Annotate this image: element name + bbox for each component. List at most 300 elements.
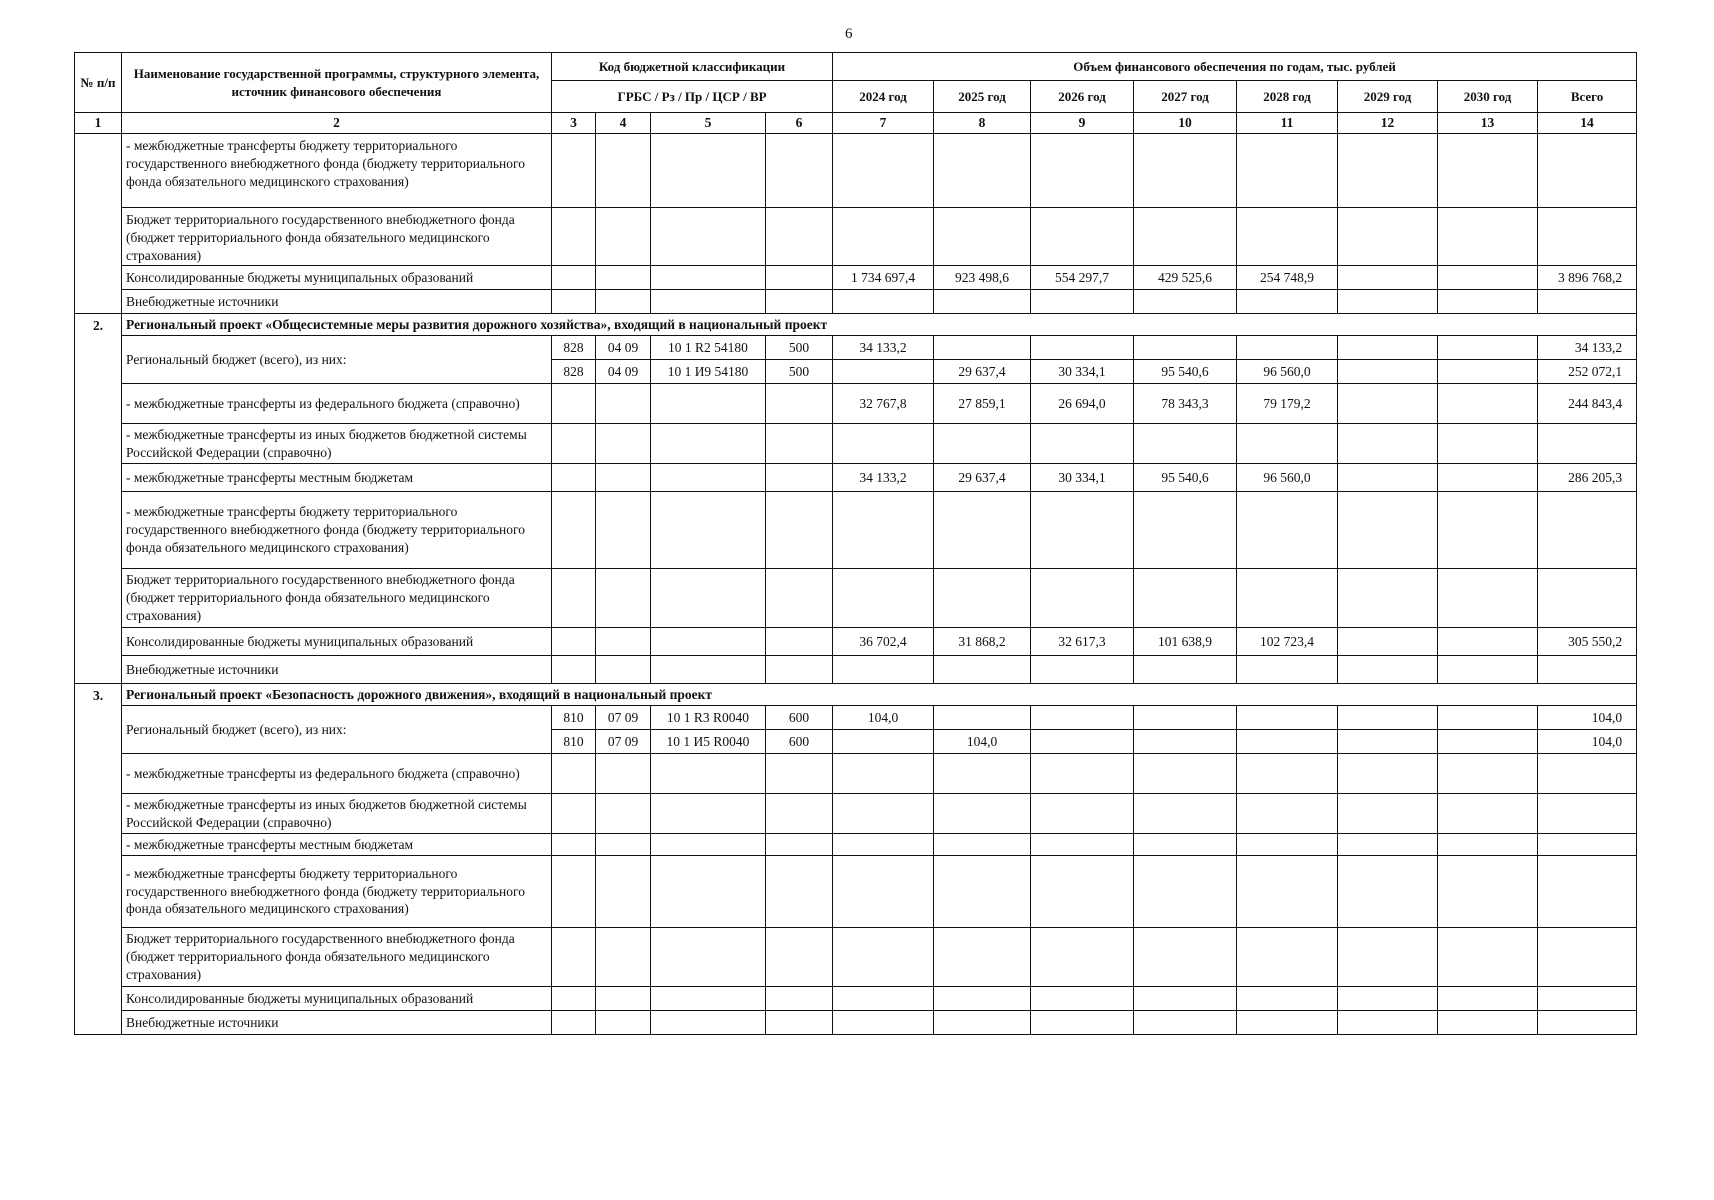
csr-cell: 10 1 R2 54180 — [651, 336, 766, 360]
value-cell — [1438, 569, 1538, 628]
value-cell — [1134, 730, 1237, 754]
value-cell — [1031, 987, 1134, 1011]
regional-budget-label: Региональный бюджет (всего), из них: — [122, 706, 552, 754]
code-cell — [596, 754, 651, 794]
row-name: - межбюджетные трансферты из иных бюджетов бюджетной системы Российской Федерации (справочно) — [122, 424, 552, 464]
value-cell — [934, 794, 1031, 834]
value-cell — [1438, 424, 1538, 464]
table-row — [75, 856, 1637, 928]
value-cell — [1237, 856, 1338, 928]
row-name: Консолидированные бюджеты муниципальных образований — [122, 628, 552, 656]
table-row — [75, 290, 1637, 314]
code-cell — [552, 266, 596, 290]
total-cell — [1538, 569, 1637, 628]
code-cell — [596, 266, 651, 290]
value-cell — [1438, 730, 1538, 754]
value-cell — [1237, 492, 1338, 569]
code-cell — [596, 794, 651, 834]
value-cell — [1438, 360, 1538, 384]
code-cell — [596, 1011, 651, 1035]
value-cell — [1031, 492, 1134, 569]
value-cell — [1438, 706, 1538, 730]
value-cell — [1134, 656, 1237, 684]
section-title-row — [75, 684, 1637, 706]
grbs-cell: 828 — [552, 360, 596, 384]
code-cell — [596, 134, 651, 208]
section-title: Региональный проект «Безопасность дорожного движения», входящий в национальный проект — [122, 684, 1637, 706]
code-cell — [552, 987, 596, 1011]
table-row — [75, 794, 1637, 834]
csr-cell: 10 1 И9 54180 — [651, 360, 766, 384]
code-cell — [766, 856, 833, 928]
value-cell — [934, 336, 1031, 360]
column-number: 11 — [1237, 113, 1338, 134]
rz-pr-cell: 04 09 — [596, 360, 651, 384]
vr-cell: 500 — [766, 336, 833, 360]
value-cell — [1338, 754, 1438, 794]
value-cell — [1134, 290, 1237, 314]
row-name: - межбюджетные трансферты бюджету территориального государственного внебюджетного фонда (бюджету территориального фонда обязательного медицинского страхования) — [122, 134, 552, 208]
rz-pr-cell: 04 09 — [596, 336, 651, 360]
column-number: 2 — [122, 113, 552, 134]
value-cell — [1338, 492, 1438, 569]
header-total: Всего — [1538, 81, 1637, 113]
value-cell — [1237, 656, 1338, 684]
header-year: 2025 год — [934, 81, 1031, 113]
value-cell — [1237, 290, 1338, 314]
vr-cell: 500 — [766, 360, 833, 384]
column-number: 9 — [1031, 113, 1134, 134]
value-cell — [833, 754, 934, 794]
value-cell — [833, 987, 934, 1011]
value-cell — [1338, 360, 1438, 384]
table-row — [75, 464, 1637, 492]
value-cell — [1338, 928, 1438, 987]
table-row — [75, 569, 1637, 628]
header-year: 2024 год — [833, 81, 934, 113]
value-cell — [833, 290, 934, 314]
code-cell — [596, 492, 651, 569]
value-cell: 36 702,4 — [833, 628, 934, 656]
value-cell: 32 767,8 — [833, 384, 934, 424]
code-cell — [651, 928, 766, 987]
value-cell: 1 734 697,4 — [833, 266, 934, 290]
column-number: 5 — [651, 113, 766, 134]
finance-table-container — [74, 52, 1637, 1035]
regional-budget-row — [75, 706, 1637, 730]
total-cell — [1538, 856, 1637, 928]
row-name: - межбюджетные трансферты местным бюджетам — [122, 834, 552, 856]
value-cell — [1134, 492, 1237, 569]
value-cell — [1031, 856, 1134, 928]
code-cell — [651, 794, 766, 834]
code-cell — [651, 134, 766, 208]
code-cell — [651, 754, 766, 794]
value-cell: 923 498,6 — [934, 266, 1031, 290]
table-row — [75, 134, 1637, 208]
value-cell — [1438, 856, 1538, 928]
code-cell — [766, 290, 833, 314]
value-cell — [934, 208, 1031, 266]
section-index: 3. — [75, 684, 122, 1035]
code-cell — [552, 290, 596, 314]
value-cell — [1338, 208, 1438, 266]
code-cell — [651, 384, 766, 424]
total-cell — [1538, 928, 1637, 987]
code-cell — [552, 754, 596, 794]
row-name: Консолидированные бюджеты муниципальных образований — [122, 266, 552, 290]
code-cell — [766, 266, 833, 290]
total-cell — [1538, 290, 1637, 314]
value-cell — [1237, 730, 1338, 754]
code-cell — [596, 290, 651, 314]
column-number: 7 — [833, 113, 934, 134]
value-cell — [1438, 464, 1538, 492]
header-finance-group: Объем финансового обеспечения по годам, тыс. рублей — [833, 53, 1637, 81]
value-cell — [1134, 856, 1237, 928]
code-cell — [766, 794, 833, 834]
value-cell: 34 133,2 — [833, 336, 934, 360]
code-cell — [766, 1011, 833, 1035]
total-cell: 104,0 — [1538, 730, 1637, 754]
code-cell — [552, 569, 596, 628]
value-cell — [833, 834, 934, 856]
table-row — [75, 928, 1637, 987]
page-number: 6 — [845, 26, 853, 42]
code-cell — [766, 656, 833, 684]
value-cell — [1438, 656, 1538, 684]
code-cell — [766, 987, 833, 1011]
value-cell — [833, 360, 934, 384]
code-cell — [596, 464, 651, 492]
table-row — [75, 424, 1637, 464]
value-cell — [1031, 336, 1134, 360]
code-cell — [766, 464, 833, 492]
code-cell — [552, 794, 596, 834]
code-cell — [766, 928, 833, 987]
header-code-group: Код бюджетной классификации — [552, 53, 833, 81]
value-cell — [833, 794, 934, 834]
value-cell — [1438, 384, 1538, 424]
value-cell — [1237, 569, 1338, 628]
value-cell — [1338, 384, 1438, 424]
total-cell — [1538, 208, 1637, 266]
value-cell: 95 540,6 — [1134, 360, 1237, 384]
value-cell: 102 723,4 — [1237, 628, 1338, 656]
value-cell — [833, 424, 934, 464]
code-cell — [651, 569, 766, 628]
value-cell — [1134, 834, 1237, 856]
value-cell — [833, 492, 934, 569]
grbs-cell: 810 — [552, 730, 596, 754]
table-row — [75, 656, 1637, 684]
value-cell — [1237, 336, 1338, 360]
total-cell: 34 133,2 — [1538, 336, 1637, 360]
code-cell — [651, 834, 766, 856]
column-number: 14 — [1538, 113, 1637, 134]
header-col-no: № п/п — [75, 53, 122, 113]
code-cell — [766, 134, 833, 208]
total-cell: 3 896 768,2 — [1538, 266, 1637, 290]
value-cell: 254 748,9 — [1237, 266, 1338, 290]
value-cell — [1237, 794, 1338, 834]
code-cell — [552, 384, 596, 424]
value-cell — [1134, 336, 1237, 360]
value-cell — [1338, 336, 1438, 360]
column-number: 10 — [1134, 113, 1237, 134]
value-cell — [1438, 754, 1538, 794]
row-name: Внебюджетные источники — [122, 290, 552, 314]
value-cell: 29 637,4 — [934, 360, 1031, 384]
value-cell — [1438, 834, 1538, 856]
row-name: - межбюджетные трансферты из федерального бюджета (справочно) — [122, 384, 552, 424]
value-cell — [1237, 754, 1338, 794]
value-cell — [934, 834, 1031, 856]
value-cell: 101 638,9 — [1134, 628, 1237, 656]
value-cell — [1438, 492, 1538, 569]
row-name: - межбюджетные трансферты из иных бюджетов бюджетной системы Российской Федерации (справочно) — [122, 794, 552, 834]
value-cell — [1438, 628, 1538, 656]
value-cell: 34 133,2 — [833, 464, 934, 492]
value-cell — [1338, 628, 1438, 656]
total-cell — [1538, 1011, 1637, 1035]
value-cell — [1237, 987, 1338, 1011]
total-cell: 104,0 — [1538, 706, 1637, 730]
section-title: Региональный проект «Общесистемные меры развития дорожного хозяйства», входящий в национальный проект — [122, 314, 1637, 336]
value-cell — [1438, 290, 1538, 314]
value-cell — [934, 987, 1031, 1011]
value-cell — [1031, 290, 1134, 314]
value-cell: 31 868,2 — [934, 628, 1031, 656]
code-cell — [651, 266, 766, 290]
value-cell — [1031, 928, 1134, 987]
value-cell — [934, 290, 1031, 314]
regional-budget-row — [75, 336, 1637, 360]
value-cell: 104,0 — [934, 730, 1031, 754]
code-cell — [651, 208, 766, 266]
total-cell — [1538, 794, 1637, 834]
code-cell — [596, 928, 651, 987]
value-cell — [1438, 208, 1538, 266]
code-cell — [596, 987, 651, 1011]
code-cell — [552, 628, 596, 656]
value-cell — [1134, 208, 1237, 266]
value-cell — [833, 134, 934, 208]
row-index-cell — [75, 134, 122, 314]
value-cell — [1031, 424, 1134, 464]
value-cell: 95 540,6 — [1134, 464, 1237, 492]
value-cell: 32 617,3 — [1031, 628, 1134, 656]
value-cell — [1031, 1011, 1134, 1035]
header-code-sub: ГРБС / Рз / Пр / ЦСР / ВР — [552, 81, 833, 113]
value-cell — [1338, 134, 1438, 208]
total-cell — [1538, 492, 1637, 569]
code-cell — [651, 656, 766, 684]
value-cell: 96 560,0 — [1237, 360, 1338, 384]
value-cell: 104,0 — [833, 706, 934, 730]
value-cell — [833, 569, 934, 628]
value-cell — [1338, 1011, 1438, 1035]
value-cell — [1237, 1011, 1338, 1035]
code-cell — [766, 208, 833, 266]
table-row — [75, 1011, 1637, 1035]
column-number: 12 — [1338, 113, 1438, 134]
row-name: - межбюджетные трансферты бюджету территориального государственного внебюджетного фонда (бюджету территориального фонда обязательного медицинского страхования) — [122, 856, 552, 928]
value-cell — [934, 492, 1031, 569]
value-cell — [1438, 987, 1538, 1011]
column-number: 4 — [596, 113, 651, 134]
total-cell: 244 843,4 — [1538, 384, 1637, 424]
code-cell — [766, 384, 833, 424]
total-cell: 305 550,2 — [1538, 628, 1637, 656]
column-number: 6 — [766, 113, 833, 134]
column-number: 8 — [934, 113, 1031, 134]
value-cell — [1237, 834, 1338, 856]
value-cell — [1237, 424, 1338, 464]
finance-table — [74, 52, 1637, 1035]
code-cell — [552, 656, 596, 684]
rz-pr-cell: 07 09 — [596, 730, 651, 754]
value-cell: 554 297,7 — [1031, 266, 1134, 290]
csr-cell: 10 1 R3 R0040 — [651, 706, 766, 730]
code-cell — [552, 492, 596, 569]
value-cell — [1237, 208, 1338, 266]
value-cell — [934, 134, 1031, 208]
row-name: Консолидированные бюджеты муниципальных образований — [122, 987, 552, 1011]
value-cell — [934, 856, 1031, 928]
code-cell — [766, 492, 833, 569]
value-cell — [1031, 656, 1134, 684]
value-cell — [1031, 794, 1134, 834]
value-cell — [1338, 656, 1438, 684]
value-cell — [833, 856, 934, 928]
table-row — [75, 628, 1637, 656]
code-cell — [552, 424, 596, 464]
code-cell — [596, 856, 651, 928]
code-cell — [651, 628, 766, 656]
value-cell — [1438, 928, 1538, 987]
total-cell: 252 072,1 — [1538, 360, 1637, 384]
value-cell — [1031, 754, 1134, 794]
code-cell — [596, 569, 651, 628]
code-cell — [766, 754, 833, 794]
header-year: 2030 год — [1438, 81, 1538, 113]
total-cell — [1538, 134, 1637, 208]
value-cell: 30 334,1 — [1031, 464, 1134, 492]
code-cell — [651, 1011, 766, 1035]
value-cell — [1134, 134, 1237, 208]
code-cell — [651, 856, 766, 928]
regional-budget-label: Региональный бюджет (всего), из них: — [122, 336, 552, 384]
header-row-numbers — [75, 113, 1637, 134]
section-title-row — [75, 314, 1637, 336]
value-cell — [833, 1011, 934, 1035]
code-cell — [651, 492, 766, 569]
value-cell — [1438, 1011, 1538, 1035]
code-cell — [766, 569, 833, 628]
value-cell — [1134, 569, 1237, 628]
value-cell — [1031, 834, 1134, 856]
row-name: - межбюджетные трансферты местным бюджетам — [122, 464, 552, 492]
table-row — [75, 384, 1637, 424]
code-cell — [596, 208, 651, 266]
total-cell — [1538, 424, 1637, 464]
value-cell: 96 560,0 — [1237, 464, 1338, 492]
value-cell — [1338, 856, 1438, 928]
value-cell: 29 637,4 — [934, 464, 1031, 492]
value-cell — [1438, 336, 1538, 360]
code-cell — [651, 464, 766, 492]
grbs-cell: 810 — [552, 706, 596, 730]
value-cell — [934, 928, 1031, 987]
table-row — [75, 987, 1637, 1011]
code-cell — [552, 208, 596, 266]
code-cell — [766, 628, 833, 656]
value-cell — [934, 706, 1031, 730]
total-cell — [1538, 987, 1637, 1011]
code-cell — [651, 987, 766, 1011]
value-cell — [1338, 290, 1438, 314]
grbs-cell: 828 — [552, 336, 596, 360]
code-cell — [651, 290, 766, 314]
value-cell — [1031, 706, 1134, 730]
total-cell: 286 205,3 — [1538, 464, 1637, 492]
value-cell — [1338, 266, 1438, 290]
value-cell — [833, 928, 934, 987]
value-cell — [1338, 424, 1438, 464]
value-cell — [833, 208, 934, 266]
value-cell: 79 179,2 — [1237, 384, 1338, 424]
column-number: 1 — [75, 113, 122, 134]
value-cell — [1031, 730, 1134, 754]
row-name: Бюджет территориального государственного внебюджетного фонда (бюджет территориального фонда обязательного медицинского страхования) — [122, 928, 552, 987]
value-cell: 78 343,3 — [1134, 384, 1237, 424]
value-cell: 26 694,0 — [1031, 384, 1134, 424]
value-cell — [1338, 464, 1438, 492]
code-cell — [596, 384, 651, 424]
value-cell: 27 859,1 — [934, 384, 1031, 424]
table-row — [75, 208, 1637, 266]
code-cell — [596, 424, 651, 464]
row-name: Бюджет территориального государственного внебюджетного фонда (бюджет территориального фонда обязательного медицинского страхования) — [122, 208, 552, 266]
vr-cell: 600 — [766, 706, 833, 730]
code-cell — [651, 424, 766, 464]
value-cell — [1237, 134, 1338, 208]
value-cell — [934, 1011, 1031, 1035]
value-cell — [1134, 424, 1237, 464]
code-cell — [596, 834, 651, 856]
code-cell — [552, 134, 596, 208]
value-cell — [1134, 794, 1237, 834]
value-cell — [1338, 706, 1438, 730]
value-cell — [1031, 208, 1134, 266]
value-cell — [833, 656, 934, 684]
column-number: 13 — [1438, 113, 1538, 134]
value-cell — [1134, 928, 1237, 987]
value-cell — [1438, 794, 1538, 834]
header-year: 2029 год — [1338, 81, 1438, 113]
code-cell — [552, 1011, 596, 1035]
header-year: 2026 год — [1031, 81, 1134, 113]
section-index: 2. — [75, 314, 122, 684]
value-cell — [1134, 1011, 1237, 1035]
code-cell — [596, 628, 651, 656]
header-year: 2027 год — [1134, 81, 1237, 113]
value-cell: 30 334,1 — [1031, 360, 1134, 384]
value-cell — [934, 424, 1031, 464]
value-cell: 429 525,6 — [1134, 266, 1237, 290]
value-cell — [934, 656, 1031, 684]
